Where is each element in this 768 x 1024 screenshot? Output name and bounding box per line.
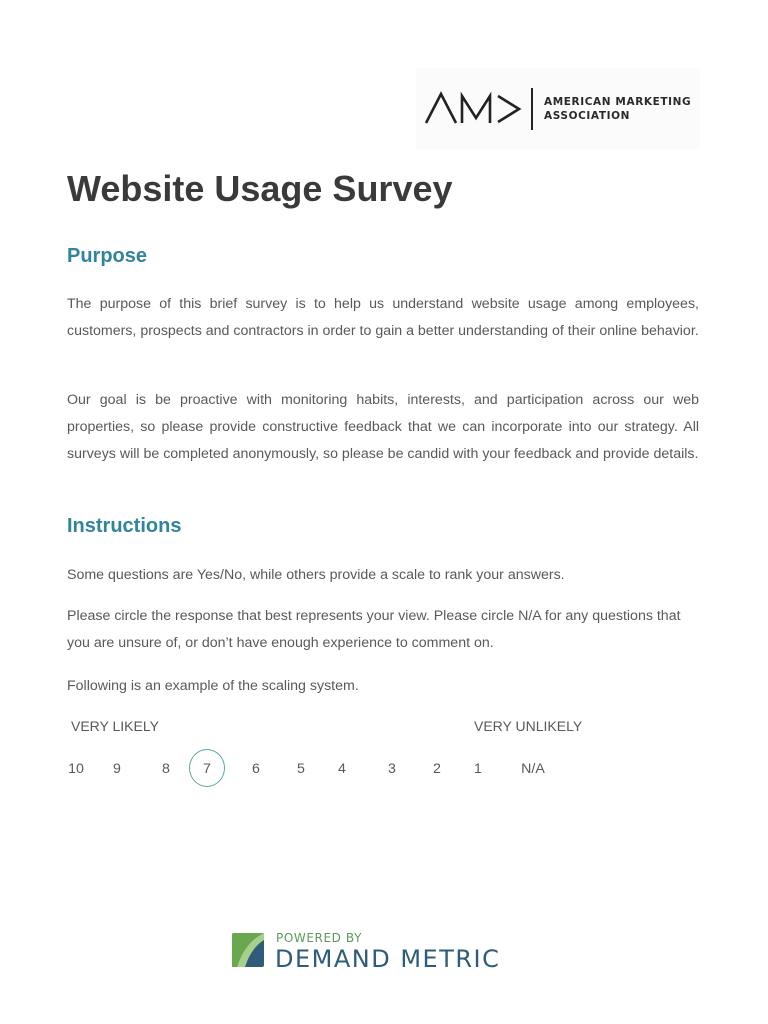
- instructions-paragraph-2: Please circle the response that best represents your view. Please circle N/A for any questions that you are unsure of, or don’t have enough experience to comment on.: [67, 608, 681, 651]
- scale-right-label: VERY UNLIKELY: [474, 718, 583, 734]
- scale-option: 1: [474, 761, 482, 777]
- purpose-paragraph-2: Our goal is be proactive with monitoring habits, interests, and participation across our web properties, so please provide constructive feedback that we can incorporate into our strategy. All surveys will be completed anonymously, so please be candid with your feedback and provide details.: [67, 392, 699, 462]
- demand-metric-logo: [231, 930, 537, 974]
- instructions-paragraph-1: Some questions are Yes/No, while others provide a scale to rank your answers.: [67, 567, 565, 583]
- ama-logo-icon: [424, 88, 536, 130]
- scale-option: 2: [433, 761, 441, 777]
- ama-logo-line1: AMERICAN MARKETING: [544, 96, 692, 108]
- scale-option: 9: [113, 761, 121, 777]
- scale-option: 6: [252, 761, 260, 777]
- scale-option: 5: [297, 761, 305, 777]
- scale-option: 7: [203, 761, 211, 777]
- ama-logo: [416, 68, 700, 150]
- demand-metric-logo-icon: [231, 932, 267, 970]
- page-title: Website Usage Survey: [67, 168, 453, 209]
- instructions-heading: Instructions: [67, 515, 182, 537]
- scale-option: 3: [388, 761, 396, 777]
- purpose-heading: Purpose: [67, 245, 148, 267]
- scale-option: 10: [68, 761, 84, 777]
- scale-option: 4: [338, 761, 346, 777]
- powered-by-text: POWERED BY: [276, 931, 363, 945]
- instructions-paragraph-3: Following is an example of the scaling system.: [67, 678, 359, 694]
- scale-option: 8: [162, 761, 170, 777]
- ama-logo-text: [544, 95, 691, 123]
- demand-metric-wordmark: DEMAND METRIC: [275, 945, 501, 973]
- ama-logo-line2: ASSOCIATION: [544, 110, 631, 122]
- purpose-paragraph-1: The purpose of this brief survey is to help us understand website usage among employees, customers, prospects and contractors in order to gain a better understanding of their online behavior.: [67, 296, 699, 339]
- scale-option-na: N/A: [521, 761, 545, 777]
- scale-left-label: VERY LIKELY: [71, 718, 159, 734]
